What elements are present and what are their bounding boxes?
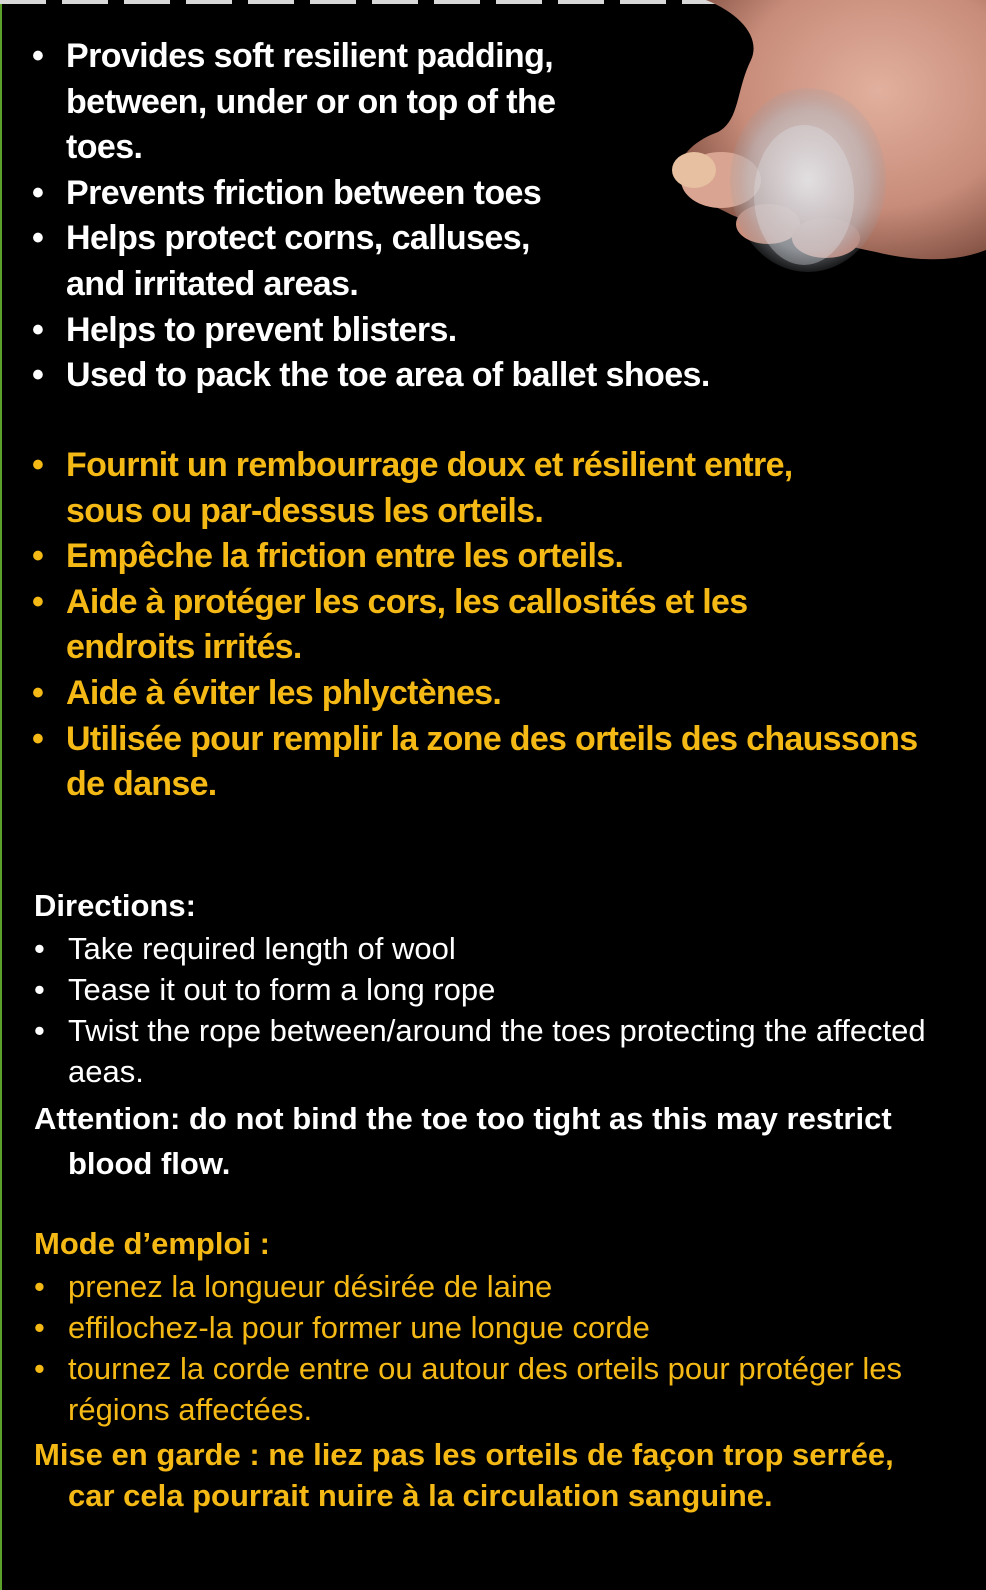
list-item: • Aide à protéger les cors, les callosités et les endroits irrités. xyxy=(32,580,786,671)
list-item: • Empêche la friction entre les orteils. xyxy=(32,534,962,580)
mode-emploi-steps xyxy=(34,1266,964,1430)
english-directions xyxy=(34,884,964,1186)
list-item: • Helps protect corns, calluses, and irritated areas. xyxy=(32,216,592,307)
attention-warning: Attention: do not bind the toe too tight as this may restrict blood flow. xyxy=(34,1101,892,1181)
french-features-list xyxy=(32,443,962,808)
list-item: • Tease it out to form a long rope xyxy=(34,969,964,1010)
list-item: • tournez la corde entre ou autour des orteils pour protéger les régions affectées. xyxy=(34,1348,964,1430)
list-item: • prenez la longueur désirée de laine xyxy=(34,1266,964,1307)
mode-emploi-heading: Mode d’emploi : xyxy=(34,1226,270,1261)
list-item: • Utilisée pour remplir la zone des orteils des chaussons de danse. xyxy=(32,717,962,808)
directions-heading: Directions: xyxy=(34,888,196,923)
foot-with-wool-padding-icon xyxy=(576,0,986,310)
list-item: • Take required length of wool xyxy=(34,928,964,969)
list-item: • Helps to prevent blisters. xyxy=(32,308,592,354)
list-item: • Fournit un rembourrage doux et résilient entre, sous ou par-dessus les orteils. xyxy=(32,443,866,534)
mise-en-garde-warning: Mise en garde : ne liez pas les orteils de façon trop serrée, car cela pourrait nuire à la circulation sanguine. xyxy=(34,1437,894,1513)
english-features-list xyxy=(32,34,710,399)
list-item: • Provides soft resilient padding, between, under or on top of the toes. xyxy=(32,34,592,171)
list-item: • Aide à éviter les phlyctènes. xyxy=(32,671,962,717)
list-item: • effilochez-la pour former une longue corde xyxy=(34,1307,964,1348)
list-item: • Prevents friction between toes xyxy=(32,171,592,217)
french-directions xyxy=(34,1222,964,1516)
list-item: • Twist the rope between/around the toes protecting the affected aeas. xyxy=(34,1010,964,1092)
directions-steps xyxy=(34,928,964,1092)
list-item: • Used to pack the toe area of ballet shoes. xyxy=(32,353,592,399)
